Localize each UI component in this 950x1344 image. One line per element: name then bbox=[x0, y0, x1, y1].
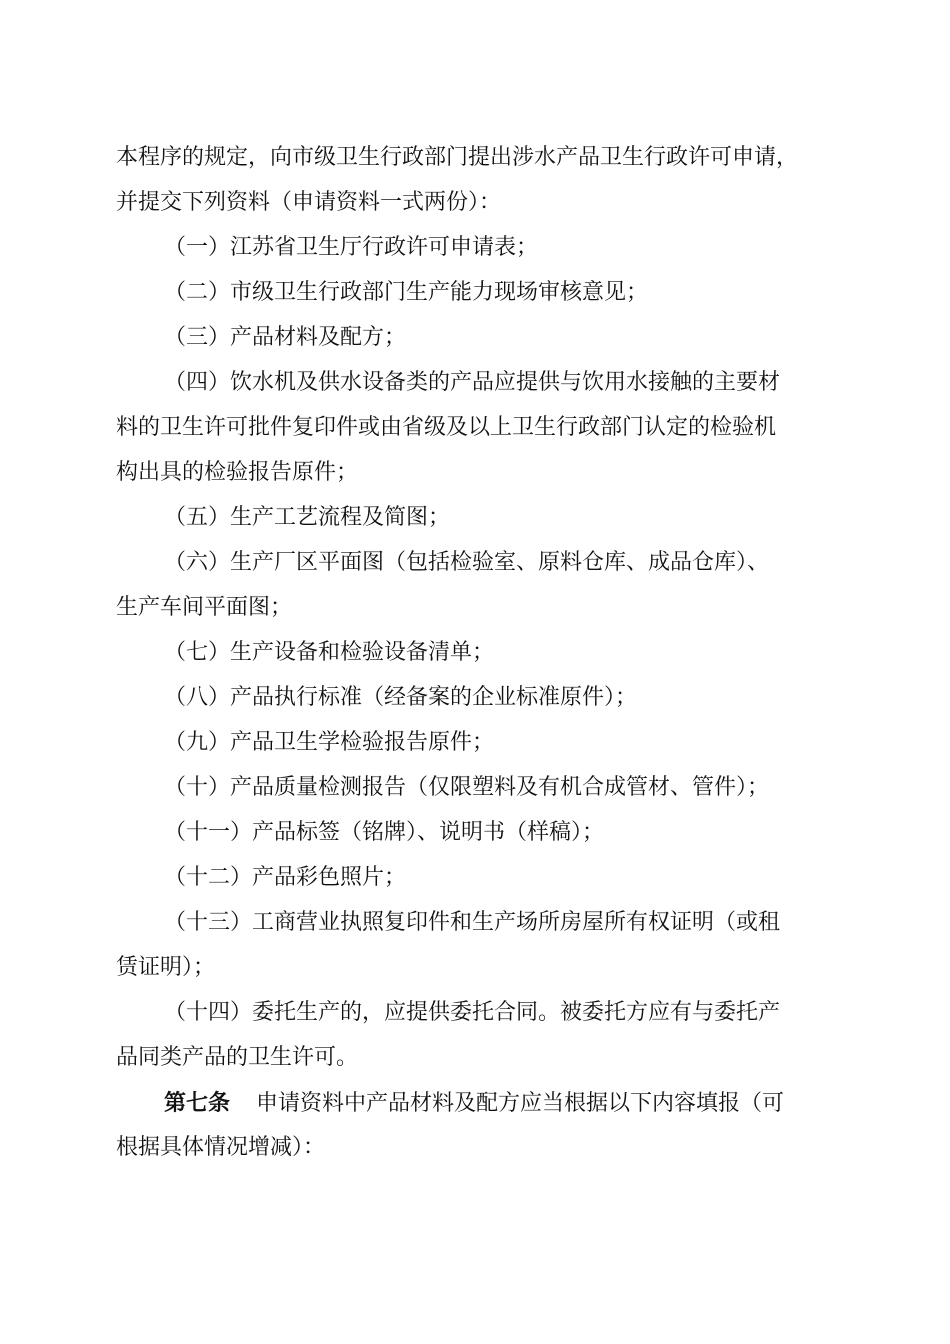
list-item: （六）生产厂区平面图（包括检验室、原料仓库、成品仓库）、 bbox=[164, 550, 770, 575]
list-item: （十三）工商营业执照复印件和生产场所房屋所有权证明（或租 bbox=[164, 910, 781, 935]
list-item: （四）饮水机及供水设备类的产品应提供与饮用水接触的主要材 bbox=[164, 370, 781, 395]
list-item-continuation: 生产车间平面图； bbox=[116, 595, 293, 620]
list-item-continuation: 料的卫生许可批件复印件或由省级及以上卫生行政部门认定的检验机 bbox=[116, 415, 777, 440]
list-item: （十一）产品标签（铭牌）、说明书（样稿）； bbox=[164, 820, 605, 845]
list-item: （十）产品质量检测报告（仅限塑料及有机合成管材、管件）； bbox=[164, 775, 770, 800]
list-item: （八）产品执行标准（经备案的企业标准原件）； bbox=[164, 685, 638, 710]
list-item: （三）产品材料及配方； bbox=[164, 325, 407, 350]
article-text-continuation: 根据具体情况增减）： bbox=[116, 1135, 326, 1160]
intro-line: 本程序的规定，向市级卫生行政部门提出涉水产品卫生行政许可申请， bbox=[116, 145, 799, 170]
list-item-continuation: 品同类产品的卫生许可。 bbox=[116, 1045, 359, 1070]
article-number: 第七条 bbox=[164, 1090, 231, 1116]
list-item: （一）江苏省卫生厅行政许可申请表； bbox=[164, 235, 539, 260]
list-item-continuation: 构出具的检验报告原件； bbox=[116, 460, 359, 485]
list-item: （十四）委托生产的，应提供委托合同。被委托方应有与委托产 bbox=[164, 1000, 781, 1025]
list-item: （五）生产工艺流程及简图； bbox=[164, 505, 451, 530]
list-item: （九）产品卫生学检验报告原件； bbox=[164, 730, 495, 755]
list-item: （七）生产设备和检验设备清单； bbox=[164, 640, 495, 665]
article-paragraph bbox=[164, 1088, 950, 1119]
intro-line: 并提交下列资料（申请资料一式两份）： bbox=[116, 190, 502, 215]
list-item: （十二）产品彩色照片； bbox=[164, 865, 407, 890]
list-item-continuation: 赁证明）； bbox=[116, 955, 216, 980]
article-text: 申请资料中产品材料及配方应当根据以下内容填报（可 bbox=[256, 1091, 785, 1116]
list-item: （二）市级卫生行政部门生产能力现场审核意见； bbox=[164, 280, 649, 305]
